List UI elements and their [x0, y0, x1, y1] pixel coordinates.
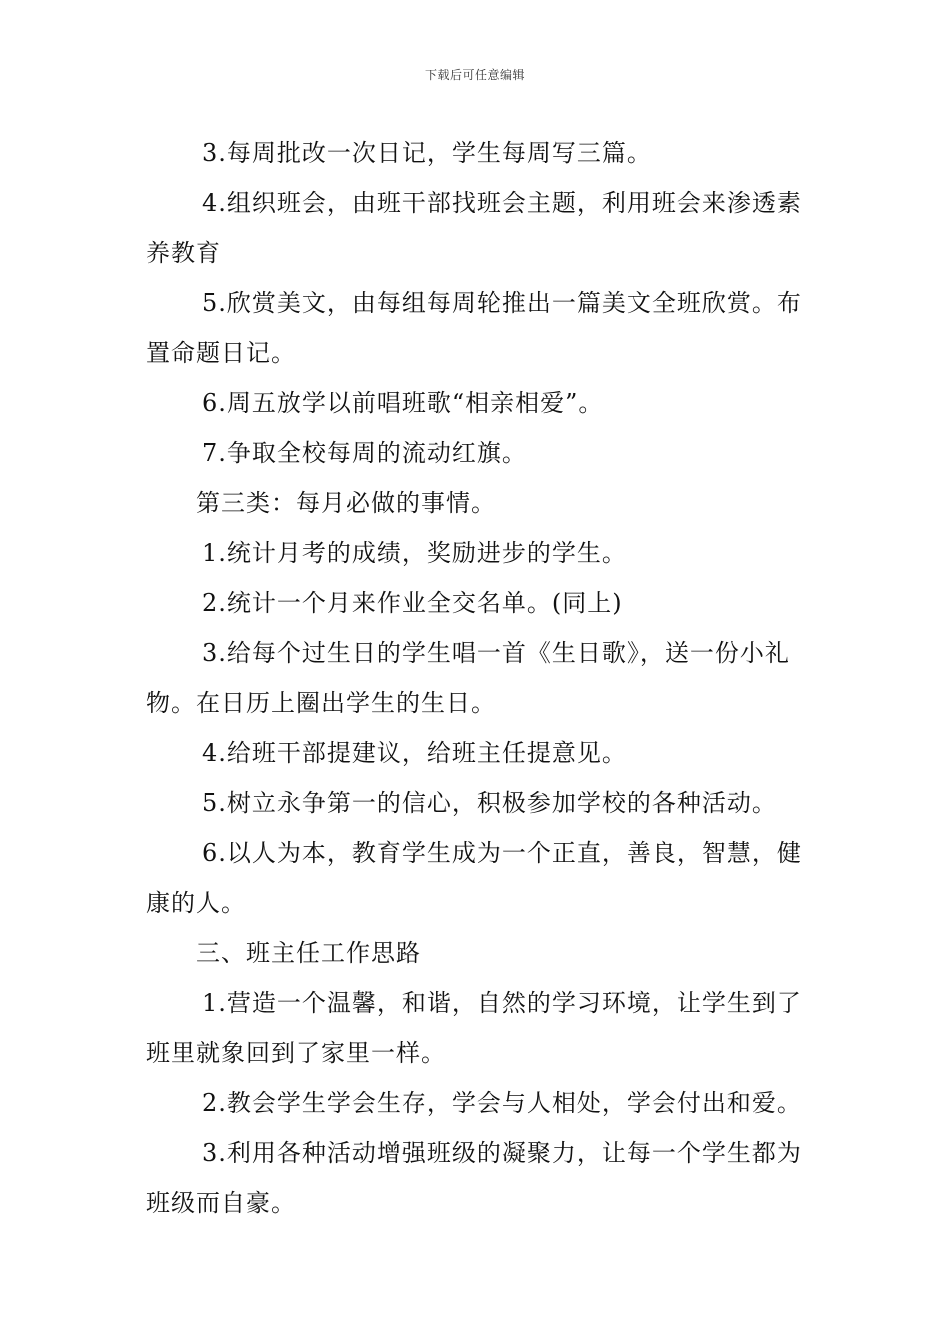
paragraph: 2.教会学生学会生存，学会与人相处，学会付出和爱。 — [202, 1089, 802, 1117]
section-heading: 第三类：每月必做的事情。 — [196, 489, 496, 517]
section-heading: 三、班主任工作思路 — [196, 939, 421, 967]
paragraph: 3.利用各种活动增强班级的凝聚力，让每一个学生都为班级而自豪。 — [146, 1139, 802, 1217]
paragraph: 1.统计月考的成绩，奖励进步的学生。 — [202, 539, 627, 567]
paragraph: 5.树立永争第一的信心，积极参加学校的各种活动。 — [202, 789, 777, 817]
paragraph: 4.组织班会，由班干部找班会主题，利用班会来渗透素养教育 — [146, 189, 802, 267]
paragraph: 5.欣赏美文，由每组每周轮推出一篇美文全班欣赏。布置命题日记。 — [146, 289, 802, 367]
document-body — [146, 128, 810, 1228]
paragraph: 3.每周批改一次日记，学生每周写三篇。 — [202, 139, 652, 167]
paragraph: 1.营造一个温馨，和谐，自然的学习环境，让学生到了班里就象回到了家里一样。 — [146, 989, 802, 1067]
paragraph: 7.争取全校每周的流动红旗。 — [202, 439, 527, 467]
paragraph: 2.统计一个月来作业全交名单。(同上) — [202, 589, 623, 617]
header-note: 下载后可任意编辑 — [424, 68, 525, 82]
paragraph: 4.给班干部提建议，给班主任提意见。 — [202, 739, 627, 767]
paragraph: 6.以人为本，教育学生成为一个正直，善良，智慧，健康的人。 — [146, 839, 802, 917]
paragraph: 3.给每个过生日的学生唱一首《生日歌》，送一份小礼物。在日历上圈出学生的生日。 — [146, 639, 790, 717]
paragraph: 6.周五放学以前唱班歌“相亲相爱”。 — [202, 389, 604, 417]
